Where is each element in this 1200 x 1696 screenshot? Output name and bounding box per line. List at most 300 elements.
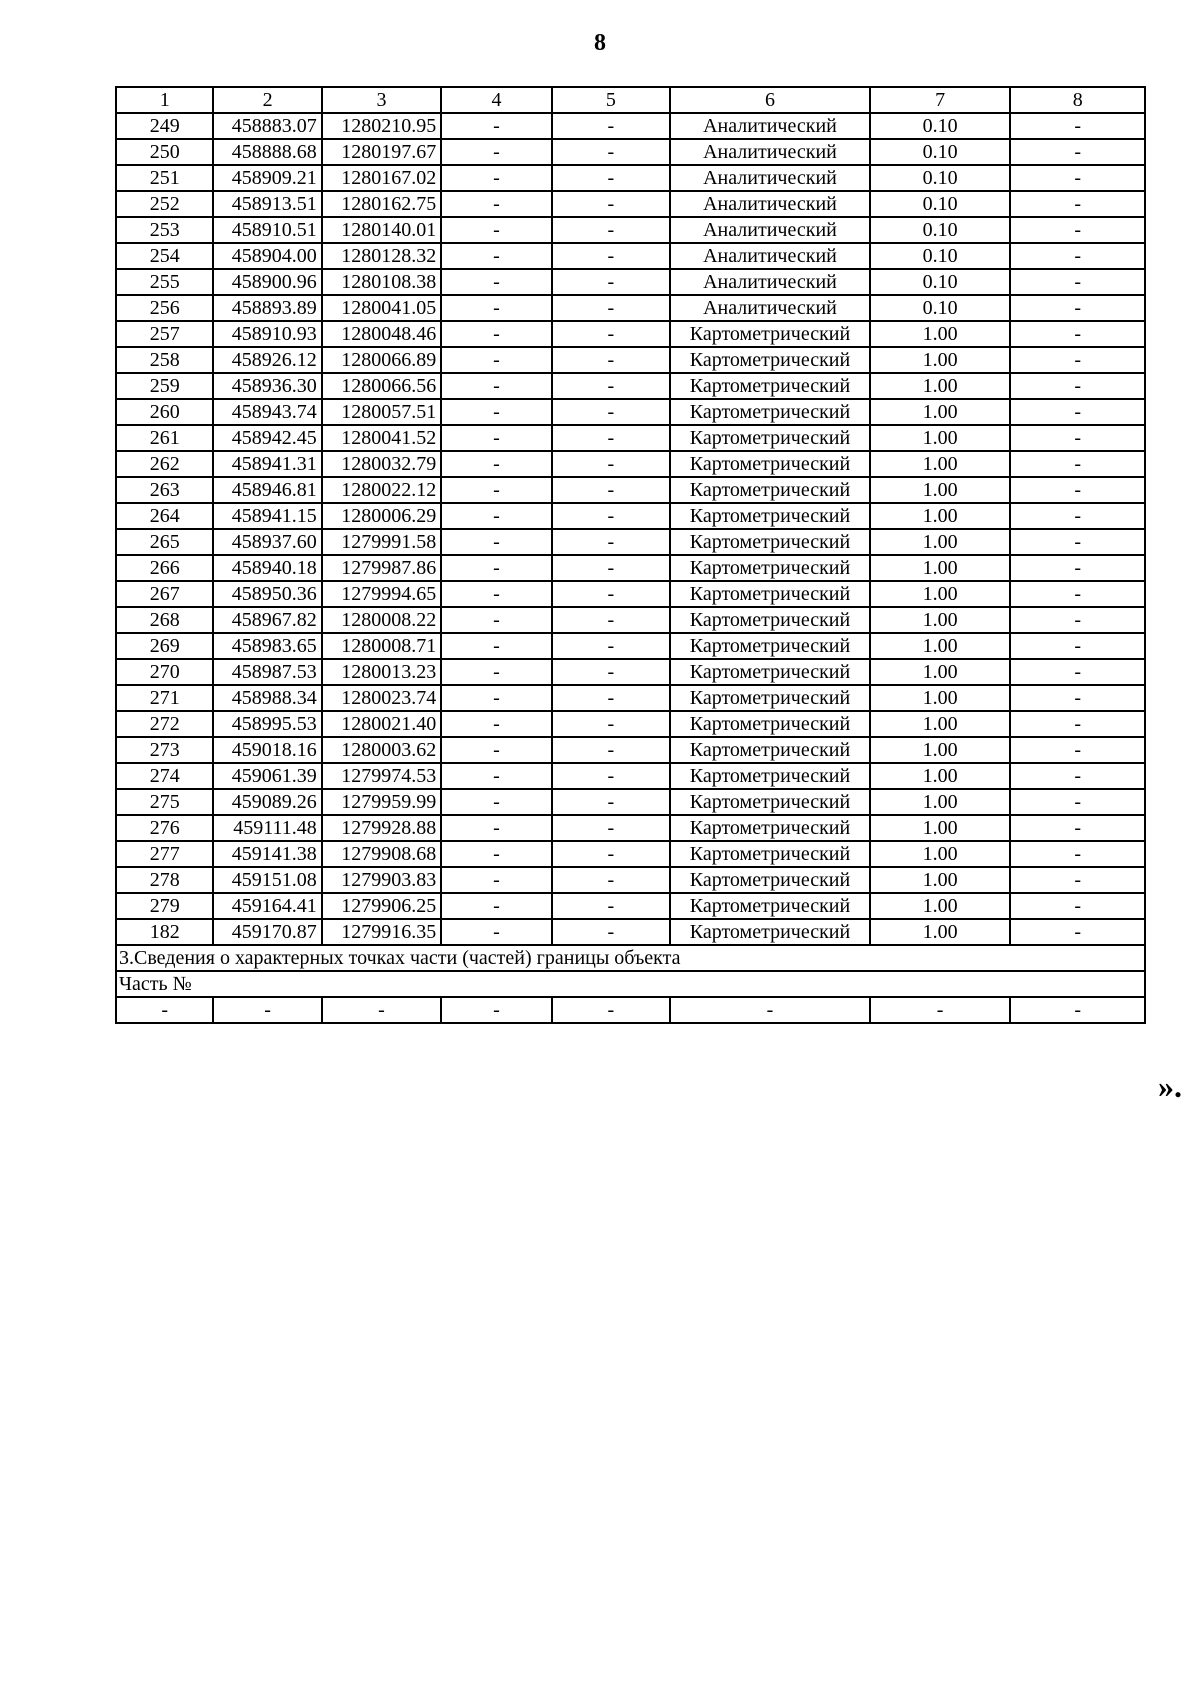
table-row [116,373,1145,399]
column-5-cell: - [552,789,670,815]
column-5-cell: - [552,165,670,191]
table-row [116,139,1145,165]
column-5-cell: - [552,919,670,945]
y-coordinate-cell: 1279906.25 [322,893,441,919]
point-number-cell: 258 [116,347,213,373]
accuracy-cell: 1.00 [870,555,1011,581]
method-cell: Картометрический [670,659,870,685]
point-number-cell: 274 [116,763,213,789]
method-cell: Картометрический [670,607,870,633]
column-8-cell: - [1010,217,1145,243]
table-body [116,87,1145,1023]
accuracy-cell: 0.10 [870,243,1011,269]
y-coordinate-cell: 1280140.01 [322,217,441,243]
column-5-cell: - [552,867,670,893]
column-8-cell: - [1010,139,1145,165]
point-number-cell: 252 [116,191,213,217]
empty-cell: - [870,997,1011,1023]
header-cell: 8 [1010,87,1145,113]
table-row [116,685,1145,711]
accuracy-cell: 1.00 [870,919,1011,945]
column-4-cell: - [441,165,551,191]
column-8-cell: - [1010,893,1145,919]
column-5-cell: - [552,815,670,841]
y-coordinate-cell: 1280057.51 [322,399,441,425]
column-8-cell: - [1010,607,1145,633]
y-coordinate-cell: 1280008.71 [322,633,441,659]
column-8-cell: - [1010,477,1145,503]
accuracy-cell: 1.00 [870,711,1011,737]
part-label: Часть № [116,971,1145,997]
empty-cell: - [322,997,441,1023]
y-coordinate-cell: 1280022.12 [322,477,441,503]
column-4-cell: - [441,217,551,243]
y-coordinate-cell: 1279916.35 [322,919,441,945]
point-number-cell: 273 [116,737,213,763]
method-cell: Картометрический [670,685,870,711]
column-8-cell: - [1010,347,1145,373]
x-coordinate-cell: 458913.51 [213,191,321,217]
column-4-cell: - [441,113,551,139]
table-row [116,477,1145,503]
method-cell: Картометрический [670,893,870,919]
column-5-cell: - [552,191,670,217]
point-number-cell: 257 [116,321,213,347]
column-4-cell: - [441,893,551,919]
column-4-cell: - [441,581,551,607]
table-row [116,711,1145,737]
x-coordinate-cell: 458987.53 [213,659,321,685]
accuracy-cell: 1.00 [870,503,1011,529]
accuracy-cell: 1.00 [870,321,1011,347]
table-row [116,763,1145,789]
method-cell: Картометрический [670,555,870,581]
column-4-cell: - [441,763,551,789]
column-8-cell: - [1010,373,1145,399]
y-coordinate-cell: 1279908.68 [322,841,441,867]
table-row [116,295,1145,321]
accuracy-cell: 1.00 [870,763,1011,789]
closing-quote-mark: ». [1158,1068,1182,1104]
point-number-cell: 277 [116,841,213,867]
y-coordinate-cell: 1280197.67 [322,139,441,165]
accuracy-cell: 0.10 [870,269,1011,295]
column-8-cell: - [1010,555,1145,581]
column-5-cell: - [552,139,670,165]
y-coordinate-cell: 1280013.23 [322,659,441,685]
accuracy-cell: 1.00 [870,399,1011,425]
method-cell: Картометрический [670,451,870,477]
method-cell: Аналитический [670,243,870,269]
column-4-cell: - [441,477,551,503]
header-cell: 3 [322,87,441,113]
table-row [116,347,1145,373]
column-5-cell: - [552,581,670,607]
column-4-cell: - [441,373,551,399]
empty-cell: - [213,997,321,1023]
y-coordinate-cell: 1279928.88 [322,815,441,841]
column-5-cell: - [552,425,670,451]
column-8-cell: - [1010,919,1145,945]
column-5-cell: - [552,607,670,633]
table-row [116,581,1145,607]
point-number-cell: 256 [116,295,213,321]
column-5-cell: - [552,451,670,477]
method-cell: Картометрический [670,737,870,763]
column-5-cell: - [552,295,670,321]
table-row [116,425,1145,451]
table-row [116,919,1145,945]
accuracy-cell: 1.00 [870,347,1011,373]
x-coordinate-cell: 459164.41 [213,893,321,919]
column-8-cell: - [1010,815,1145,841]
y-coordinate-cell: 1280041.52 [322,425,441,451]
column-5-cell: - [552,893,670,919]
column-5-cell: - [552,711,670,737]
point-number-cell: 270 [116,659,213,685]
point-number-cell: 279 [116,893,213,919]
method-cell: Картометрический [670,425,870,451]
accuracy-cell: 1.00 [870,451,1011,477]
x-coordinate-cell: 458909.21 [213,165,321,191]
x-coordinate-cell: 458941.31 [213,451,321,477]
column-4-cell: - [441,243,551,269]
accuracy-cell: 1.00 [870,841,1011,867]
table-row [116,503,1145,529]
table-row [116,815,1145,841]
point-number-cell: 264 [116,503,213,529]
y-coordinate-cell: 1280066.89 [322,347,441,373]
column-5-cell: - [552,347,670,373]
empty-cell: - [1010,997,1145,1023]
accuracy-cell: 1.00 [870,685,1011,711]
accuracy-cell: 0.10 [870,295,1011,321]
x-coordinate-cell: 458995.53 [213,711,321,737]
x-coordinate-cell: 458950.36 [213,581,321,607]
accuracy-cell: 1.00 [870,581,1011,607]
table-row [116,165,1145,191]
column-4-cell: - [441,737,551,763]
column-8-cell: - [1010,867,1145,893]
column-4-cell: - [441,555,551,581]
point-number-cell: 260 [116,399,213,425]
accuracy-cell: 1.00 [870,477,1011,503]
section-title: 3.Сведения о характерных точках части (частей) границы объекта [116,945,1145,971]
x-coordinate-cell: 458942.45 [213,425,321,451]
column-8-cell: - [1010,581,1145,607]
table-row [116,659,1145,685]
accuracy-cell: 1.00 [870,373,1011,399]
table-row [116,451,1145,477]
x-coordinate-cell: 458926.12 [213,347,321,373]
method-cell: Аналитический [670,217,870,243]
point-number-cell: 272 [116,711,213,737]
x-coordinate-cell: 458988.34 [213,685,321,711]
y-coordinate-cell: 1279903.83 [322,867,441,893]
column-8-cell: - [1010,191,1145,217]
header-cell: 4 [441,87,551,113]
column-5-cell: - [552,477,670,503]
column-5-cell: - [552,373,670,399]
column-5-cell: - [552,685,670,711]
x-coordinate-cell: 458910.93 [213,321,321,347]
method-cell: Картометрический [670,477,870,503]
x-coordinate-cell: 459151.08 [213,867,321,893]
method-cell: Картометрический [670,399,870,425]
method-cell: Аналитический [670,165,870,191]
table-row [116,529,1145,555]
empty-cell: - [670,997,870,1023]
point-number-cell: 268 [116,607,213,633]
method-cell: Картометрический [670,867,870,893]
column-4-cell: - [441,503,551,529]
accuracy-cell: 1.00 [870,737,1011,763]
y-coordinate-cell: 1280003.62 [322,737,441,763]
method-cell: Аналитический [670,139,870,165]
method-cell: Аналитический [670,113,870,139]
column-4-cell: - [441,399,551,425]
method-cell: Картометрический [670,503,870,529]
accuracy-cell: 1.00 [870,633,1011,659]
x-coordinate-cell: 459170.87 [213,919,321,945]
method-cell: Аналитический [670,269,870,295]
x-coordinate-cell: 458940.18 [213,555,321,581]
y-coordinate-cell: 1279974.53 [322,763,441,789]
column-5-cell: - [552,321,670,347]
column-8-cell: - [1010,113,1145,139]
point-number-cell: 275 [116,789,213,815]
accuracy-cell: 0.10 [870,217,1011,243]
table-row [116,607,1145,633]
point-number-cell: 267 [116,581,213,607]
table-row [116,737,1145,763]
point-number-cell: 276 [116,815,213,841]
column-5-cell: - [552,633,670,659]
column-5-cell: - [552,763,670,789]
column-8-cell: - [1010,425,1145,451]
table-row [116,113,1145,139]
column-4-cell: - [441,841,551,867]
y-coordinate-cell: 1280162.75 [322,191,441,217]
column-8-cell: - [1010,841,1145,867]
point-number-cell: 263 [116,477,213,503]
table-row [116,789,1145,815]
accuracy-cell: 1.00 [870,867,1011,893]
table-row [116,399,1145,425]
accuracy-cell: 1.00 [870,425,1011,451]
column-8-cell: - [1010,321,1145,347]
method-cell: Картометрический [670,841,870,867]
method-cell: Картометрический [670,711,870,737]
column-4-cell: - [441,789,551,815]
point-number-cell: 259 [116,373,213,399]
x-coordinate-cell: 458946.81 [213,477,321,503]
y-coordinate-cell: 1279994.65 [322,581,441,607]
column-8-cell: - [1010,789,1145,815]
column-4-cell: - [441,269,551,295]
part-label-row [116,971,1145,997]
table-row [116,243,1145,269]
table-row [116,321,1145,347]
y-coordinate-cell: 1280167.02 [322,165,441,191]
coordinates-table [115,86,1146,1024]
column-8-cell: - [1010,529,1145,555]
header-cell: 6 [670,87,870,113]
column-5-cell: - [552,243,670,269]
x-coordinate-cell: 458904.00 [213,243,321,269]
method-cell: Картометрический [670,919,870,945]
table-row [116,841,1145,867]
header-row [116,87,1145,113]
point-number-cell: 261 [116,425,213,451]
point-number-cell: 266 [116,555,213,581]
empty-cell: - [552,997,670,1023]
column-4-cell: - [441,867,551,893]
table-row [116,269,1145,295]
column-5-cell: - [552,269,670,295]
accuracy-cell: 1.00 [870,607,1011,633]
column-4-cell: - [441,685,551,711]
method-cell: Картометрический [670,633,870,659]
y-coordinate-cell: 1280066.56 [322,373,441,399]
column-5-cell: - [552,659,670,685]
accuracy-cell: 1.00 [870,815,1011,841]
empty-cell: - [441,997,551,1023]
empty-row [116,997,1145,1023]
x-coordinate-cell: 458888.68 [213,139,321,165]
y-coordinate-cell: 1280210.95 [322,113,441,139]
method-cell: Картометрический [670,347,870,373]
y-coordinate-cell: 1280021.40 [322,711,441,737]
column-5-cell: - [552,555,670,581]
column-4-cell: - [441,919,551,945]
page-number: 8 [594,30,606,56]
point-number-cell: 262 [116,451,213,477]
table-row [116,893,1145,919]
column-4-cell: - [441,633,551,659]
method-cell: Аналитический [670,191,870,217]
accuracy-cell: 0.10 [870,139,1011,165]
x-coordinate-cell: 458883.07 [213,113,321,139]
point-number-cell: 253 [116,217,213,243]
y-coordinate-cell: 1279959.99 [322,789,441,815]
column-8-cell: - [1010,243,1145,269]
column-4-cell: - [441,347,551,373]
column-5-cell: - [552,529,670,555]
method-cell: Картометрический [670,815,870,841]
method-cell: Картометрический [670,789,870,815]
column-8-cell: - [1010,503,1145,529]
column-4-cell: - [441,607,551,633]
point-number-cell: 182 [116,919,213,945]
column-4-cell: - [441,139,551,165]
y-coordinate-cell: 1280128.32 [322,243,441,269]
y-coordinate-cell: 1279987.86 [322,555,441,581]
column-8-cell: - [1010,737,1145,763]
accuracy-cell: 0.10 [870,191,1011,217]
column-4-cell: - [441,659,551,685]
column-5-cell: - [552,113,670,139]
x-coordinate-cell: 458936.30 [213,373,321,399]
method-cell: Картометрический [670,373,870,399]
column-4-cell: - [441,321,551,347]
column-8-cell: - [1010,269,1145,295]
column-8-cell: - [1010,295,1145,321]
method-cell: Картометрический [670,581,870,607]
header-cell: 5 [552,87,670,113]
point-number-cell: 255 [116,269,213,295]
y-coordinate-cell: 1280032.79 [322,451,441,477]
x-coordinate-cell: 458900.96 [213,269,321,295]
method-cell: Картометрический [670,763,870,789]
point-number-cell: 254 [116,243,213,269]
column-4-cell: - [441,451,551,477]
accuracy-cell: 1.00 [870,789,1011,815]
x-coordinate-cell: 458983.65 [213,633,321,659]
column-8-cell: - [1010,633,1145,659]
method-cell: Картометрический [670,321,870,347]
y-coordinate-cell: 1280006.29 [322,503,441,529]
column-8-cell: - [1010,763,1145,789]
point-number-cell: 251 [116,165,213,191]
header-cell: 1 [116,87,213,113]
column-8-cell: - [1010,451,1145,477]
point-number-cell: 271 [116,685,213,711]
column-5-cell: - [552,841,670,867]
x-coordinate-cell: 459061.39 [213,763,321,789]
column-5-cell: - [552,503,670,529]
column-8-cell: - [1010,399,1145,425]
point-number-cell: 278 [116,867,213,893]
y-coordinate-cell: 1280023.74 [322,685,441,711]
column-8-cell: - [1010,711,1145,737]
y-coordinate-cell: 1280008.22 [322,607,441,633]
y-coordinate-cell: 1280041.05 [322,295,441,321]
header-cell: 7 [870,87,1011,113]
accuracy-cell: 0.10 [870,113,1011,139]
method-cell: Картометрический [670,529,870,555]
x-coordinate-cell: 459141.38 [213,841,321,867]
column-5-cell: - [552,737,670,763]
accuracy-cell: 1.00 [870,659,1011,685]
method-cell: Аналитический [670,295,870,321]
column-5-cell: - [552,399,670,425]
column-8-cell: - [1010,659,1145,685]
x-coordinate-cell: 458910.51 [213,217,321,243]
table-row [116,633,1145,659]
column-4-cell: - [441,295,551,321]
accuracy-cell: 0.10 [870,165,1011,191]
column-4-cell: - [441,815,551,841]
column-4-cell: - [441,711,551,737]
x-coordinate-cell: 459018.16 [213,737,321,763]
x-coordinate-cell: 458937.60 [213,529,321,555]
column-4-cell: - [441,425,551,451]
x-coordinate-cell: 458893.89 [213,295,321,321]
x-coordinate-cell: 458967.82 [213,607,321,633]
accuracy-cell: 1.00 [870,529,1011,555]
x-coordinate-cell: 458941.15 [213,503,321,529]
empty-cell: - [116,997,213,1023]
x-coordinate-cell: 459089.26 [213,789,321,815]
y-coordinate-cell: 1279991.58 [322,529,441,555]
x-coordinate-cell: 459111.48 [213,815,321,841]
table-row [116,217,1145,243]
header-cell: 2 [213,87,321,113]
x-coordinate-cell: 458943.74 [213,399,321,425]
table-row [116,191,1145,217]
accuracy-cell: 1.00 [870,893,1011,919]
